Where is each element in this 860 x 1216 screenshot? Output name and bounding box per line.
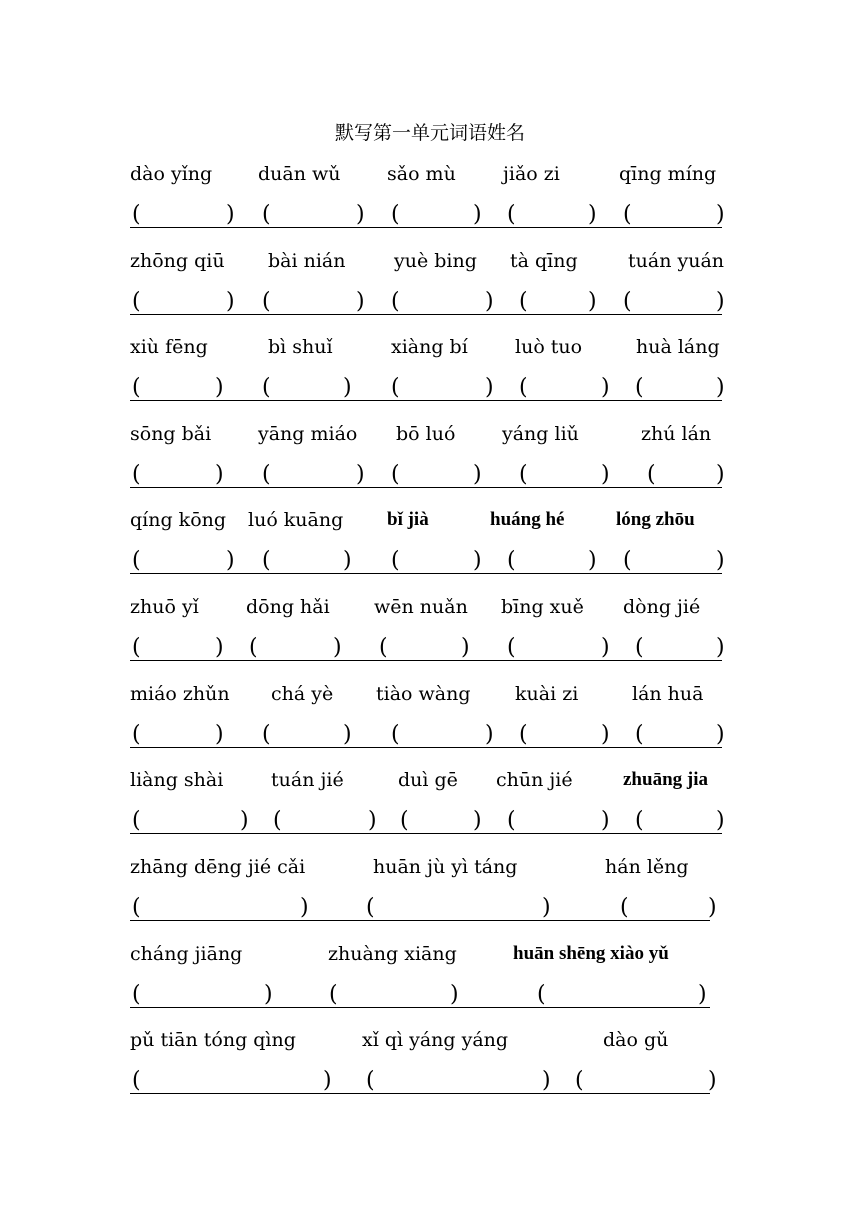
answer-blank[interactable] [517,203,588,227]
pinyin-word: lán huā [632,683,704,705]
close-paren: ) [588,202,597,227]
open-paren: ( [262,722,271,747]
pinyin-row [0,856,860,886]
pinyin-word: dào yǐng [130,163,213,185]
open-paren: ( [400,808,409,833]
answer-blank[interactable] [339,983,450,1007]
open-paren: ( [366,1068,375,1093]
answer-blank[interactable] [645,636,716,660]
answer-blank[interactable] [517,549,588,573]
close-paren: ) [226,202,235,227]
pinyin-word: qīng míng [619,163,717,185]
open-paren: ( [132,1068,141,1093]
answer-underline [130,573,722,574]
open-paren: ( [647,462,656,487]
close-paren: ) [716,289,725,314]
open-paren: ( [262,289,271,314]
pinyin-word: huān jù yì táng [373,856,518,878]
close-paren: ) [473,202,482,227]
open-paren: ( [329,982,338,1007]
answer-blank[interactable] [633,203,716,227]
close-paren: ) [461,635,470,660]
answer-underline [130,833,722,834]
pinyin-word: dōng hǎi [246,596,330,618]
open-paren: ( [507,635,516,660]
answer-blank[interactable] [401,723,485,747]
close-paren: ) [215,462,224,487]
pinyin-row [0,943,860,973]
open-paren: ( [635,375,644,400]
pinyin-word: xiàng bí [391,336,468,358]
answer-blank[interactable] [142,896,300,920]
pinyin-word: luò tuo [515,336,583,358]
answer-blank[interactable] [142,809,240,833]
answer-blank[interactable] [547,983,698,1007]
pinyin-word: kuài zi [515,683,579,705]
pinyin-word: tuán yuán [628,250,725,272]
pinyin-word: zhú lán [641,423,712,445]
close-paren: ) [716,202,725,227]
answer-blank[interactable] [272,203,356,227]
close-paren: ) [716,635,725,660]
answer-blank[interactable] [517,636,601,660]
pinyin-word: bīng xuě [501,596,584,618]
close-paren: ) [698,982,707,1007]
pinyin-word: huān shēng xiào yǔ [513,943,669,964]
open-paren: ( [519,722,528,747]
pinyin-word: duān wǔ [258,163,341,185]
open-paren: ( [391,289,400,314]
pinyin-row [0,423,860,453]
close-paren: ) [333,635,342,660]
answer-blank[interactable] [142,1069,323,1093]
open-paren: ( [575,1068,584,1093]
pinyin-row [0,250,860,280]
pinyin-word: tuán jié [271,769,344,791]
open-paren: ( [262,202,271,227]
pinyin-word: sǎo mù [387,163,456,185]
answer-row [0,983,860,1013]
answer-blank[interactable] [401,376,485,400]
close-paren: ) [601,722,610,747]
pinyin-word: zhuō yǐ [130,596,199,618]
close-paren: ) [473,462,482,487]
answer-underline [130,920,710,921]
answer-blank[interactable] [142,983,264,1007]
open-paren: ( [537,982,546,1007]
pinyin-word: yáng liǔ [502,423,579,445]
close-paren: ) [226,548,235,573]
answer-blank[interactable] [389,636,461,660]
answer-underline [130,487,722,488]
pinyin-word: yāng miáo [258,423,358,445]
close-paren: ) [485,289,494,314]
close-paren: ) [601,635,610,660]
pinyin-word: zhuàng xiāng [328,943,457,965]
close-paren: ) [542,895,551,920]
answer-row [0,636,860,666]
page-title: 默写第一单元词语姓名 [334,122,525,144]
pinyin-word: huáng hé [490,509,565,530]
answer-blank[interactable] [272,723,343,747]
open-paren: ( [132,375,141,400]
pinyin-word: bō luó [396,423,456,445]
open-paren: ( [623,548,632,573]
answer-underline [130,400,722,401]
close-paren: ) [601,462,610,487]
pinyin-word: sōng bǎi [130,423,212,445]
close-paren: ) [588,548,597,573]
answer-blank[interactable] [142,723,215,747]
answer-blank[interactable] [633,549,716,573]
open-paren: ( [623,202,632,227]
pinyin-word: zhāng dēng jié cǎi [130,856,306,878]
answer-underline [130,1093,710,1094]
pinyin-word: chūn jié [496,769,573,791]
open-paren: ( [519,375,528,400]
answer-blank[interactable] [272,290,356,314]
pinyin-word: wēn nuǎn [374,596,468,618]
open-paren: ( [366,895,375,920]
close-paren: ) [356,462,365,487]
open-paren: ( [507,202,516,227]
pinyin-word: tà qīng [510,250,578,272]
pinyin-word: zhōng qiū [130,250,225,272]
pinyin-word: qíng kōng [130,509,227,531]
close-paren: ) [226,289,235,314]
answer-row [0,809,860,839]
open-paren: ( [132,982,141,1007]
close-paren: ) [356,289,365,314]
answer-blank[interactable] [517,809,601,833]
close-paren: ) [343,375,352,400]
open-paren: ( [391,548,400,573]
close-paren: ) [716,375,725,400]
open-paren: ( [132,462,141,487]
pinyin-word: pǔ tiān tóng qìng [130,1029,296,1051]
answer-blank[interactable] [401,463,473,487]
close-paren: ) [215,375,224,400]
pinyin-word: huà láng [636,336,720,358]
close-paren: ) [542,1068,551,1093]
answer-blank[interactable] [272,376,343,400]
open-paren: ( [635,808,644,833]
close-paren: ) [708,895,717,920]
open-paren: ( [507,808,516,833]
open-paren: ( [262,375,271,400]
open-paren: ( [132,722,141,747]
close-paren: ) [716,462,725,487]
pinyin-word: hán lěng [605,856,689,878]
close-paren: ) [240,808,249,833]
answer-underline [130,660,722,661]
answer-blank[interactable] [645,376,716,400]
open-paren: ( [132,635,141,660]
open-paren: ( [132,808,141,833]
answer-blank[interactable] [645,723,716,747]
pinyin-word: dào gǔ [603,1029,669,1051]
pinyin-word: luó kuāng [248,509,344,531]
answer-blank[interactable] [410,809,473,833]
answer-blank[interactable] [142,203,226,227]
open-paren: ( [519,289,528,314]
close-paren: ) [716,548,725,573]
answer-blank[interactable] [142,636,215,660]
pinyin-word: zhuāng jia [623,769,708,790]
close-paren: ) [300,895,309,920]
open-paren: ( [391,462,400,487]
answer-blank[interactable] [585,1069,708,1093]
close-paren: ) [356,202,365,227]
answer-blank[interactable] [283,809,368,833]
pinyin-word: cháng jiāng [130,943,243,965]
answer-blank[interactable] [272,463,356,487]
answer-blank[interactable] [401,203,473,227]
open-paren: ( [132,202,141,227]
pinyin-word: bài nián [268,250,346,272]
pinyin-word: duì gē [398,769,458,791]
answer-blank[interactable] [529,290,588,314]
pinyin-row [0,596,860,626]
close-paren: ) [323,1068,332,1093]
close-paren: ) [264,982,273,1007]
answer-underline [130,227,722,228]
pinyin-word: bǐ jià [387,509,429,530]
close-paren: ) [716,808,725,833]
open-paren: ( [635,635,644,660]
answer-underline [130,1007,710,1008]
pinyin-word: jiǎo zi [503,163,560,185]
close-paren: ) [485,722,494,747]
answer-row [0,723,860,753]
pinyin-row [0,683,860,713]
pinyin-word: xǐ qì yáng yáng [362,1029,509,1051]
open-paren: ( [132,895,141,920]
close-paren: ) [708,1068,717,1093]
answer-blank[interactable] [633,290,716,314]
answer-blank[interactable] [272,549,343,573]
open-paren: ( [391,202,400,227]
answer-blank[interactable] [142,376,215,400]
pinyin-word: lóng zhōu [616,509,695,530]
answer-row [0,1069,860,1099]
pinyin-row [0,163,860,193]
open-paren: ( [379,635,388,660]
close-paren: ) [601,375,610,400]
answer-row [0,549,860,579]
answer-blank[interactable] [529,463,601,487]
close-paren: ) [368,808,377,833]
answer-row [0,463,860,493]
pinyin-row [0,509,860,539]
close-paren: ) [601,808,610,833]
answer-blank[interactable] [376,896,542,920]
pinyin-word: dòng jié [623,596,701,618]
answer-blank[interactable] [142,549,226,573]
answer-blank[interactable] [630,896,708,920]
answer-blank[interactable] [142,290,226,314]
answer-row [0,896,860,926]
answer-underline [130,747,722,748]
close-paren: ) [473,808,482,833]
open-paren: ( [262,548,271,573]
pinyin-word: liàng shài [130,769,224,791]
open-paren: ( [262,462,271,487]
answer-row [0,290,860,320]
close-paren: ) [588,289,597,314]
close-paren: ) [485,375,494,400]
open-paren: ( [391,722,400,747]
pinyin-word: tiào wàng [376,683,471,705]
open-paren: ( [132,548,141,573]
close-paren: ) [215,635,224,660]
open-paren: ( [249,635,258,660]
answer-blank[interactable] [645,809,716,833]
open-paren: ( [519,462,528,487]
pinyin-row [0,769,860,799]
answer-blank[interactable] [529,723,601,747]
close-paren: ) [473,548,482,573]
open-paren: ( [391,375,400,400]
close-paren: ) [343,722,352,747]
pinyin-row [0,336,860,366]
open-paren: ( [635,722,644,747]
close-paren: ) [716,722,725,747]
open-paren: ( [507,548,516,573]
open-paren: ( [620,895,629,920]
answer-blank[interactable] [529,376,601,400]
pinyin-row [0,1029,860,1059]
answer-blank[interactable] [376,1069,542,1093]
answer-blank[interactable] [401,290,485,314]
answer-blank[interactable] [657,463,716,487]
open-paren: ( [623,289,632,314]
open-paren: ( [132,289,141,314]
open-paren: ( [273,808,282,833]
close-paren: ) [215,722,224,747]
pinyin-word: yuè bing [394,250,477,272]
close-paren: ) [450,982,459,1007]
pinyin-word: chá yè [271,683,334,705]
answer-row [0,203,860,233]
answer-blank[interactable] [142,463,215,487]
pinyin-word: xiù fēng [130,336,208,358]
pinyin-word: miáo zhǔn [130,683,230,705]
pinyin-word: bì shuǐ [268,336,333,358]
answer-blank[interactable] [259,636,333,660]
answer-underline [130,314,722,315]
answer-row [0,376,860,406]
answer-blank[interactable] [401,549,473,573]
close-paren: ) [343,548,352,573]
